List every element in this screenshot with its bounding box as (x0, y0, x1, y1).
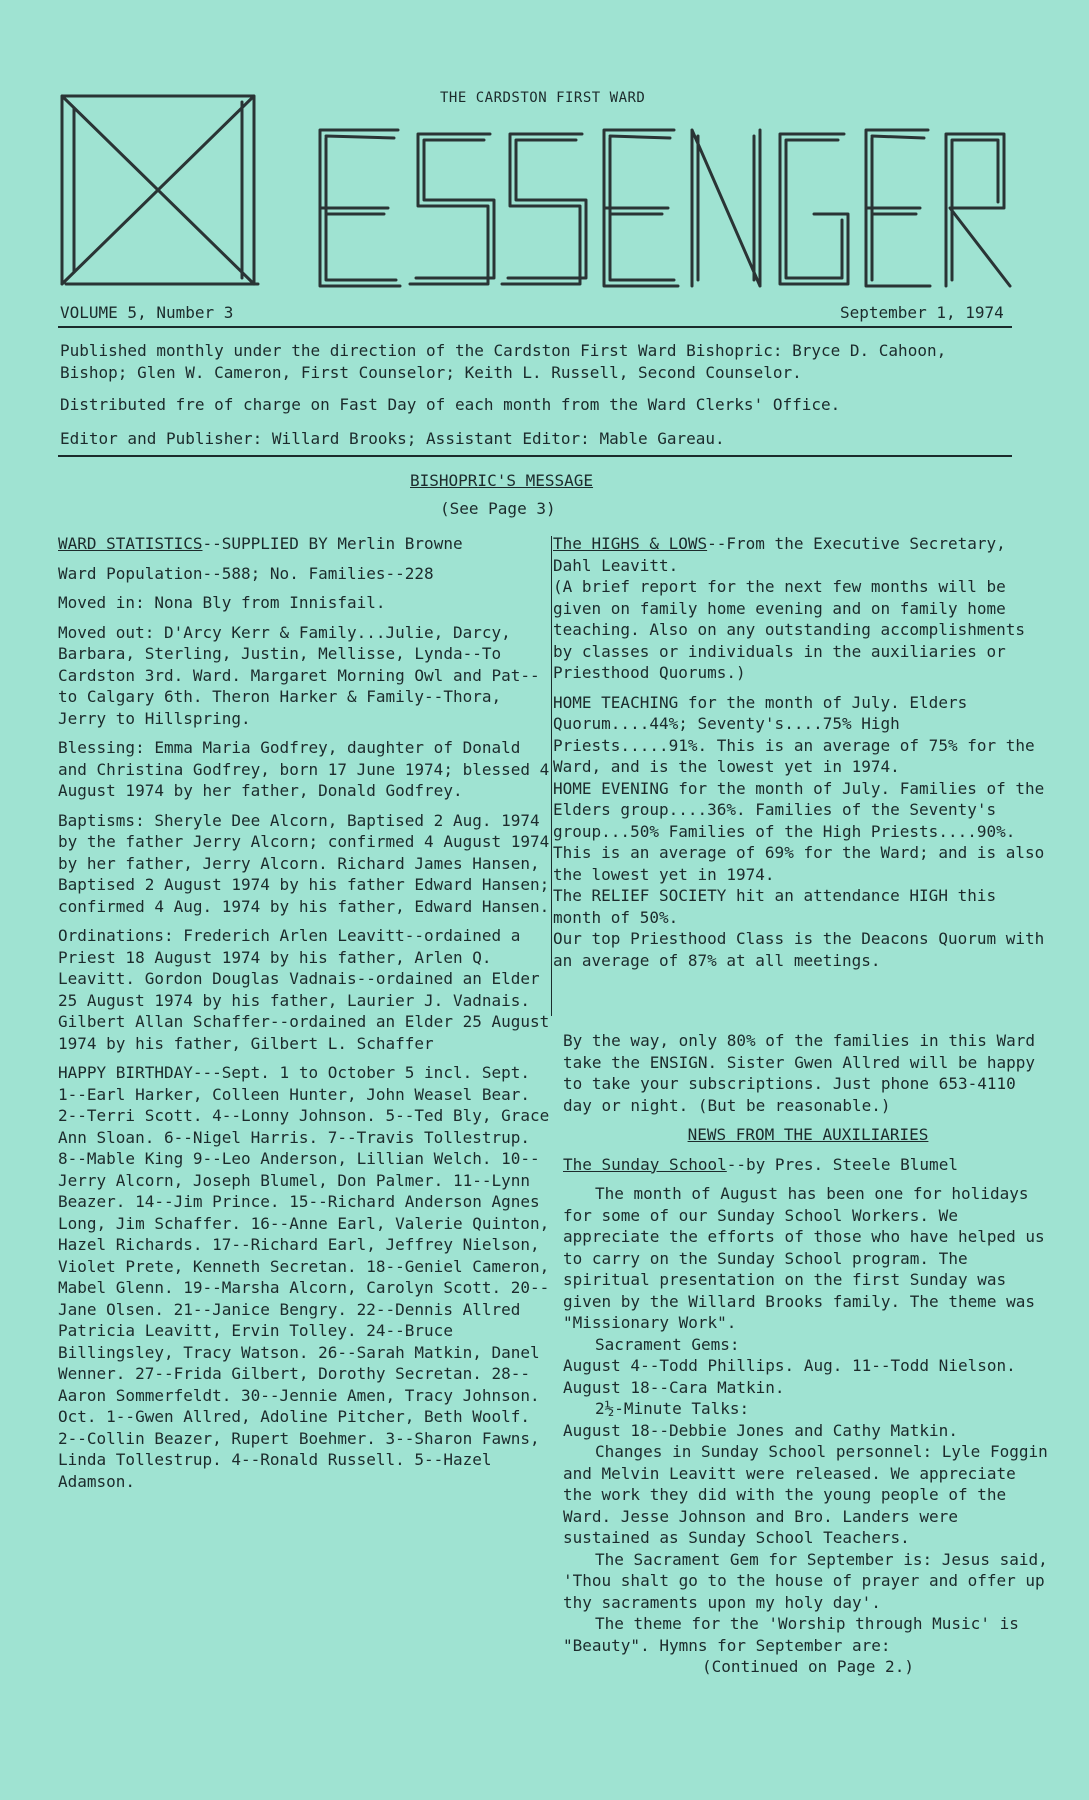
issue-date: September 1, 1974 (840, 303, 1004, 322)
highs-source: --From the Executive Secretary, Dahl Leavitt. (553, 534, 1006, 575)
column-divider (551, 536, 552, 1016)
bishopric-see-page: (See Page 3) (440, 499, 556, 518)
sacrament-gems-line-1: August 4--Todd Phillips. Aug. 11--Todd Nielson. (563, 1356, 1016, 1375)
auxiliaries-heading: NEWS FROM THE AUXILIARIES (687, 1125, 929, 1144)
personnel-changes: Changes in Sunday School personnel: Lyle Foggin and Melvin Leavitt were released. We appreciate the work they did with the young people of the Ward. Jesse Johnson and Bro. Landers were sustained as Sunday School Teachers. (563, 1442, 1048, 1547)
music-theme: The theme for the 'Worship through Music' is "Beauty". Hymns for September are: (563, 1614, 1019, 1655)
volume-number: VOLUME 5, Number 3 (60, 303, 234, 322)
left-column (58, 533, 550, 1500)
moved-out: Moved out: D'Arcy Kerr & Family...Julie, Darcy, Barbara, Sterling, Justin, Mellisse, Lynda--To Cardston 3rd. Ward. Margaret Morning Owl and Pat--to Calgary 6th. Theron Harker & Family--Thora, Jerry to Hillspring. (58, 622, 540, 728)
baptisms: Baptisms: Sheryle Dee Alcorn, Baptised 2 Aug. 1974 by the father Jerry Alcorn; confirmed 4 August 1974 by her father, Jerry Alcorn. Richard James Hansen, Baptised 2 August 1974 by his father Edward Hansen; confirmed 4 Aug. 1974 by his father, Edward Hansen. (58, 810, 550, 916)
highs-note: (A brief report for the next few months will be given on family home evening and on family home teaching. Also on any outstanding accomplishments by classes or individuals in the auxiliaries or Priesthood Quorums.) (553, 577, 1026, 682)
published-note: Published monthly under the direction of the Cardston First Ward Bishopric: Bryce D. Cahoon, Bishop; Glen W. Cameron, First Counselor; Keith L. Russell, Second Counselor. (60, 341, 947, 382)
masthead-lettering (62, 96, 1010, 286)
masthead-title (58, 88, 1018, 288)
home-evening: HOME EVENING for the month of July. Families of the Elders group....36%. Families of the Seventy's group...50% Families of the High Priests....90%. This is an average of 69% for the Ward; and is also the lowest yet in 1974. (553, 778, 1045, 884)
sunday-school-report: The month of August has been one for holidays for some of our Sunday School Workers. We appreciate the efforts of those who have helped us to carry on the Sunday School program. The spiritual presentation on the first Sunday was given by the Willard Brooks family. The theme was "Missionary Work". (563, 1184, 1045, 1332)
deacons-quorum: Our top Priesthood Class is the Deacons Quorum with an average of 87% at all meetings. (553, 929, 1045, 970)
stats-heading: WARD STATISTICS (58, 534, 203, 553)
sacrament-gems-heading: Sacrament Gems: (595, 1334, 740, 1354)
talks-heading: 2½-Minute Talks: (595, 1399, 750, 1418)
sunday-school-heading: The Sunday School (563, 1154, 727, 1174)
highs-heading: The HIGHS & LOWS (553, 534, 708, 553)
september-gem: The Sacrament Gem for September is: Jesus said, 'Thou shalt go to the house of prayer and offer up thy sacraments upon my holy day'. (563, 1549, 1048, 1612)
distribution-note: Distributed fre of charge on Fast Day of each month from the Ward Clerks' Office. (60, 395, 841, 414)
ordinations: Ordinations: Frederich Arlen Leavitt--ordained a Priest 18 August 1974 by his father, Arlen Q. Leavitt. Gordon Douglas Vadnais--ordained an Elder 25 August 1974 by his father, Laurier J. Vadnais. Gilbert Allan Schaffer--ordained an Elder 25 August 1974 by his father, Gilbert L. Schaffer (58, 926, 550, 1053)
right-column-lower (563, 1030, 1053, 1678)
bishopric-heading: BISHOPRIC'S MESSAGE (410, 471, 594, 490)
sacrament-gems-line-2: August 18--Cara Matkin. (563, 1377, 785, 1397)
blessing: Blessing: Emma Maria Godfrey, daughter of Donald and Christina Godfrey, born 17 June 1974; blessed 4 August 1974 by her father, Donald Godfrey. (58, 738, 550, 800)
birthdays: HAPPY BIRTHDAY---Sept. 1 to October 5 incl. Sept. 1--Earl Harker, Colleen Hunter, John Weasel Bear. 2--Terri Scott. 4--Lonny Johnson. 5--Ted Bly, Grace Ann Sloan. 6--Nigel Harris. 7--Travis Tollestrup. 8--Mable King 9--Leo Anderson, Lillian Welch. 10--Jerry Alcorn, Joseph Blumel, Don Palmer. 11--Lynn Beazer. 14--Jim Prince. 15--Richard Anderson Agnes Long, Jim Schaffer. 16--Anne Earl, Valerie Quinton, Hazel Richards. 17--Richard Earl, Jeffrey Nielson, Violet Prete, Kenneth Secretan. 18--Geniel Cameron, Mabel Glenn. 19--Marsha Alcorn, Carolyn Scott. 20--Jane Olsen. 21--Janice Bengry. 22--Dennis Allred Patricia Leavitt, Ervin Tolley. 24--Bruce Billingsley, Tracy Watson. 26--Sarah Matkin, Danel Wenner. 27--Frida Gilbert, Dorothy Secretan. 28--Aaron Sommerfeldt. 30--Jennie Amen, Tracy Johnson. Oct. 1--Gwen Allred, Adoline Pitcher, Beth Woolf. 2--Collin Beazer, Rupert Boehmer. 3--Sharon Fawns, Linda Tollestrup. 4--Ronald Russell. 5--Hazel Adamson. (58, 1063, 550, 1491)
masthead-bottom-rule (58, 455, 1012, 457)
header-rule (58, 326, 1012, 328)
home-teaching: HOME TEACHING for the month of July. Elders Quorum....44%; Seventy's....75% High Priests.....91%. This is an average of 75% for the Ward, and is the lowest yet in 1974. (553, 692, 1035, 776)
masthead-kicker: THE CARDSTON FIRST WARD (440, 90, 646, 106)
ensign-note: By the way, only 80% of the families in this Ward take the ENSIGN. Sister Gwen Allred will be happy to take your subscriptions. Just phone 653-4110 day or night. (But be reasonable.) (563, 1031, 1036, 1115)
sunday-school-byline: --by Pres. Steele Blumel (726, 1154, 958, 1174)
continued-note: (Continued on Page 2.) (702, 1657, 914, 1676)
moved-in: Moved in: Nona Bly from Innisfail. (58, 593, 386, 612)
talks-line-1: August 18--Debbie Jones and Cathy Matkin. (563, 1420, 958, 1440)
right-column (553, 533, 1053, 979)
editor-note: Editor and Publisher: Willard Brooks; Assistant Editor: Mable Gareau. (60, 429, 725, 448)
ward-population: Ward Population--588; No. Families--228 (58, 563, 434, 583)
stats-supplied: --SUPPLIED BY Merlin Browne (202, 534, 463, 553)
relief-society: The RELIEF SOCIETY hit an attendance HIGH this month of 50%. (553, 886, 997, 927)
